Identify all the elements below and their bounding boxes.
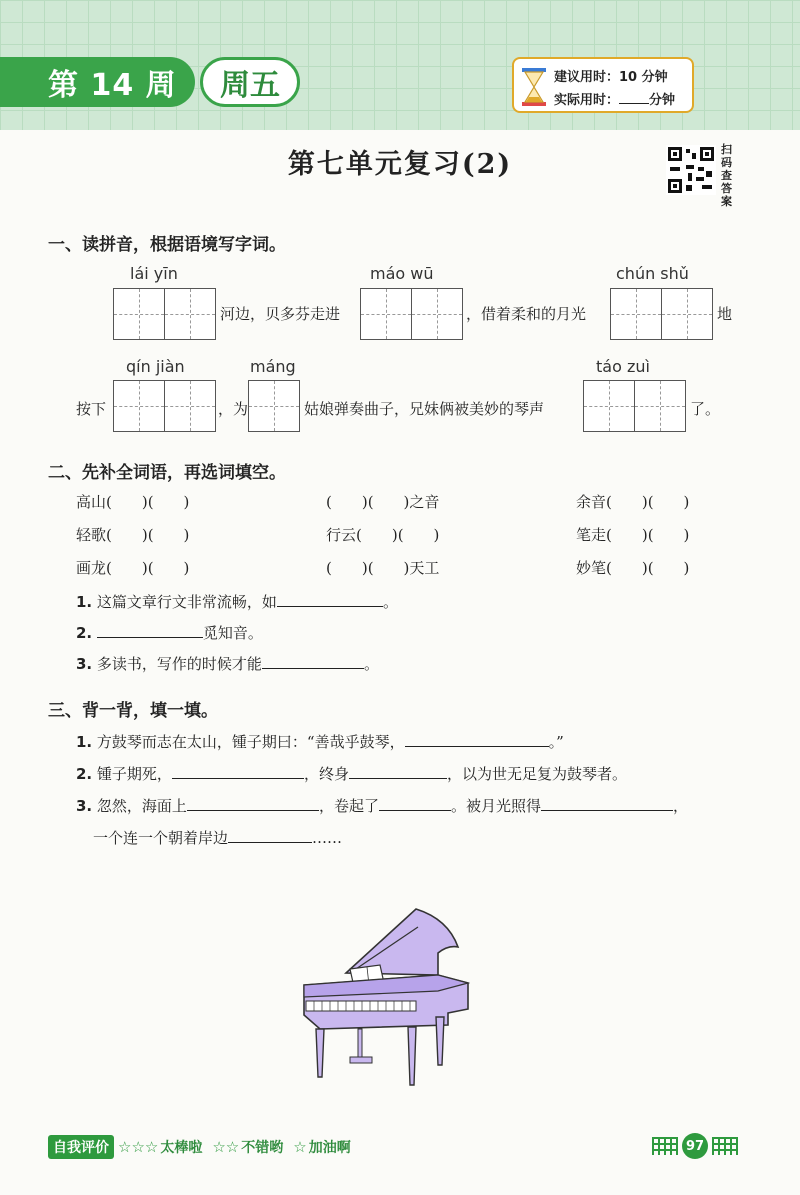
s3-question-3-line2: 一个连一个朝着岸边 ……: [93, 829, 343, 847]
answer-blank[interactable]: [379, 796, 451, 811]
line1-text2: ，借着柔和的月光: [466, 305, 587, 323]
char-box[interactable]: [164, 380, 216, 432]
s2-question-2: 2. 觅知音。: [76, 624, 263, 642]
answer-blank[interactable]: [349, 764, 447, 779]
page-number: [652, 1133, 738, 1159]
line2-text2: 姑娘弹奏曲子，兄妹俩被美妙的琴声: [304, 400, 545, 418]
section2-heading: 二、先补全词语，再选词填空。: [48, 463, 286, 483]
qr-caption: 扫码查答案: [721, 143, 732, 208]
eval-option-tryharder[interactable]: 加油啊: [308, 1140, 351, 1156]
answer-blank[interactable]: [277, 592, 383, 607]
eval-option-good[interactable]: 不错哟: [241, 1140, 284, 1156]
char-box[interactable]: [583, 380, 635, 432]
answer-blank[interactable]: [541, 796, 673, 811]
idiom-item[interactable]: 妙笔( )( ): [576, 559, 690, 577]
answer-blank[interactable]: [172, 764, 304, 779]
char-box[interactable]: [661, 288, 713, 340]
idiom-item[interactable]: 轻歌( )( ): [76, 526, 190, 544]
time-box: [512, 57, 694, 113]
section3-heading: 三、背一背，填一填。: [48, 701, 218, 721]
page-title: 第七单元复习(2): [287, 149, 513, 180]
line2-text1: ，为: [218, 400, 249, 418]
star-icon[interactable]: ☆☆: [212, 1138, 240, 1156]
pinyin-qinjian: qín jiàn: [126, 357, 185, 376]
char-box[interactable]: [360, 288, 412, 340]
idiom-item[interactable]: 高山( )( ): [76, 493, 190, 511]
char-box[interactable]: [164, 288, 216, 340]
answer-boxes-maowu[interactable]: [360, 288, 461, 340]
eval-option-great[interactable]: 太棒啦: [160, 1140, 203, 1156]
char-box[interactable]: [113, 380, 165, 432]
pinyin-laiyin: lái yīn: [130, 264, 178, 283]
answer-boxes-qinjian[interactable]: [113, 380, 214, 432]
idiom-item[interactable]: 笔走( )( ): [576, 526, 690, 544]
answer-blank[interactable]: [187, 796, 319, 811]
star-icon[interactable]: ☆: [293, 1138, 307, 1156]
piano-illustration: [298, 905, 470, 1087]
page-number-badge: 97: [682, 1133, 708, 1159]
answer-blank[interactable]: [262, 654, 364, 669]
pinyin-maowu: máo wū: [370, 264, 434, 283]
s3-question-3: 3. 忽然，海面上 ，卷起了 。被月光照得 ，: [76, 797, 688, 815]
answer-blank[interactable]: [405, 732, 549, 747]
char-box[interactable]: [634, 380, 686, 432]
answer-boxes-mang[interactable]: [248, 380, 299, 432]
line1-text3: 地: [717, 305, 733, 323]
s2-question-3: 3. 多读书，写作的时候才能 。: [76, 655, 379, 673]
idiom-item[interactable]: ( )( )天工: [326, 559, 440, 577]
answer-boxes-laiyin[interactable]: [113, 288, 214, 340]
pinyin-mang: máng: [250, 357, 296, 376]
s3-question-1: 1. 方鼓琴而志在太山，锺子期曰：“善哉乎鼓琴， 。”: [76, 733, 564, 751]
grid-decoration: [652, 1137, 678, 1155]
self-evaluation: [48, 1135, 361, 1159]
actual-time: 实际用时： 分钟: [554, 93, 676, 108]
line2-prefix: 按下: [76, 400, 107, 418]
section1-heading: 一、读拼音，根据语境写字词。: [48, 235, 286, 255]
s3-question-2: 2. 锺子期死， ，终身 ，以为世无足复为鼓琴者。: [76, 765, 627, 783]
star-icon[interactable]: ☆☆☆: [118, 1138, 159, 1156]
idiom-item[interactable]: 余音( )( ): [576, 493, 690, 511]
idiom-item[interactable]: 行云( )( ): [326, 526, 440, 544]
suggested-time: 建议用时：10 分钟: [554, 70, 668, 85]
char-box[interactable]: [411, 288, 463, 340]
char-box[interactable]: [248, 380, 300, 432]
char-box[interactable]: [113, 288, 165, 340]
answer-blank[interactable]: [97, 623, 203, 638]
qr-code-icon[interactable]: [666, 145, 716, 195]
pinyin-chunshu: chún shǔ: [616, 264, 689, 283]
pinyin-taozui: táo zuì: [596, 357, 650, 376]
hourglass-icon: [520, 67, 548, 107]
eval-label: 自我评价: [48, 1135, 114, 1159]
day-badge: 周五: [200, 57, 300, 107]
week-badge: 第 14 周: [0, 57, 195, 107]
idiom-item[interactable]: ( )( )之音: [326, 493, 440, 511]
idiom-item[interactable]: 画龙( )( ): [76, 559, 190, 577]
s2-question-1: 1. 这篇文章行文非常流畅，如 。: [76, 593, 398, 611]
answer-boxes-chunshu[interactable]: [610, 288, 711, 340]
answer-blank[interactable]: [228, 828, 312, 843]
grid-decoration: [712, 1137, 738, 1155]
char-box[interactable]: [610, 288, 662, 340]
line1-text1: 河边，贝多芬走进: [220, 305, 341, 323]
answer-boxes-taozui[interactable]: [583, 380, 684, 432]
line2-text3: 了。: [690, 400, 721, 418]
